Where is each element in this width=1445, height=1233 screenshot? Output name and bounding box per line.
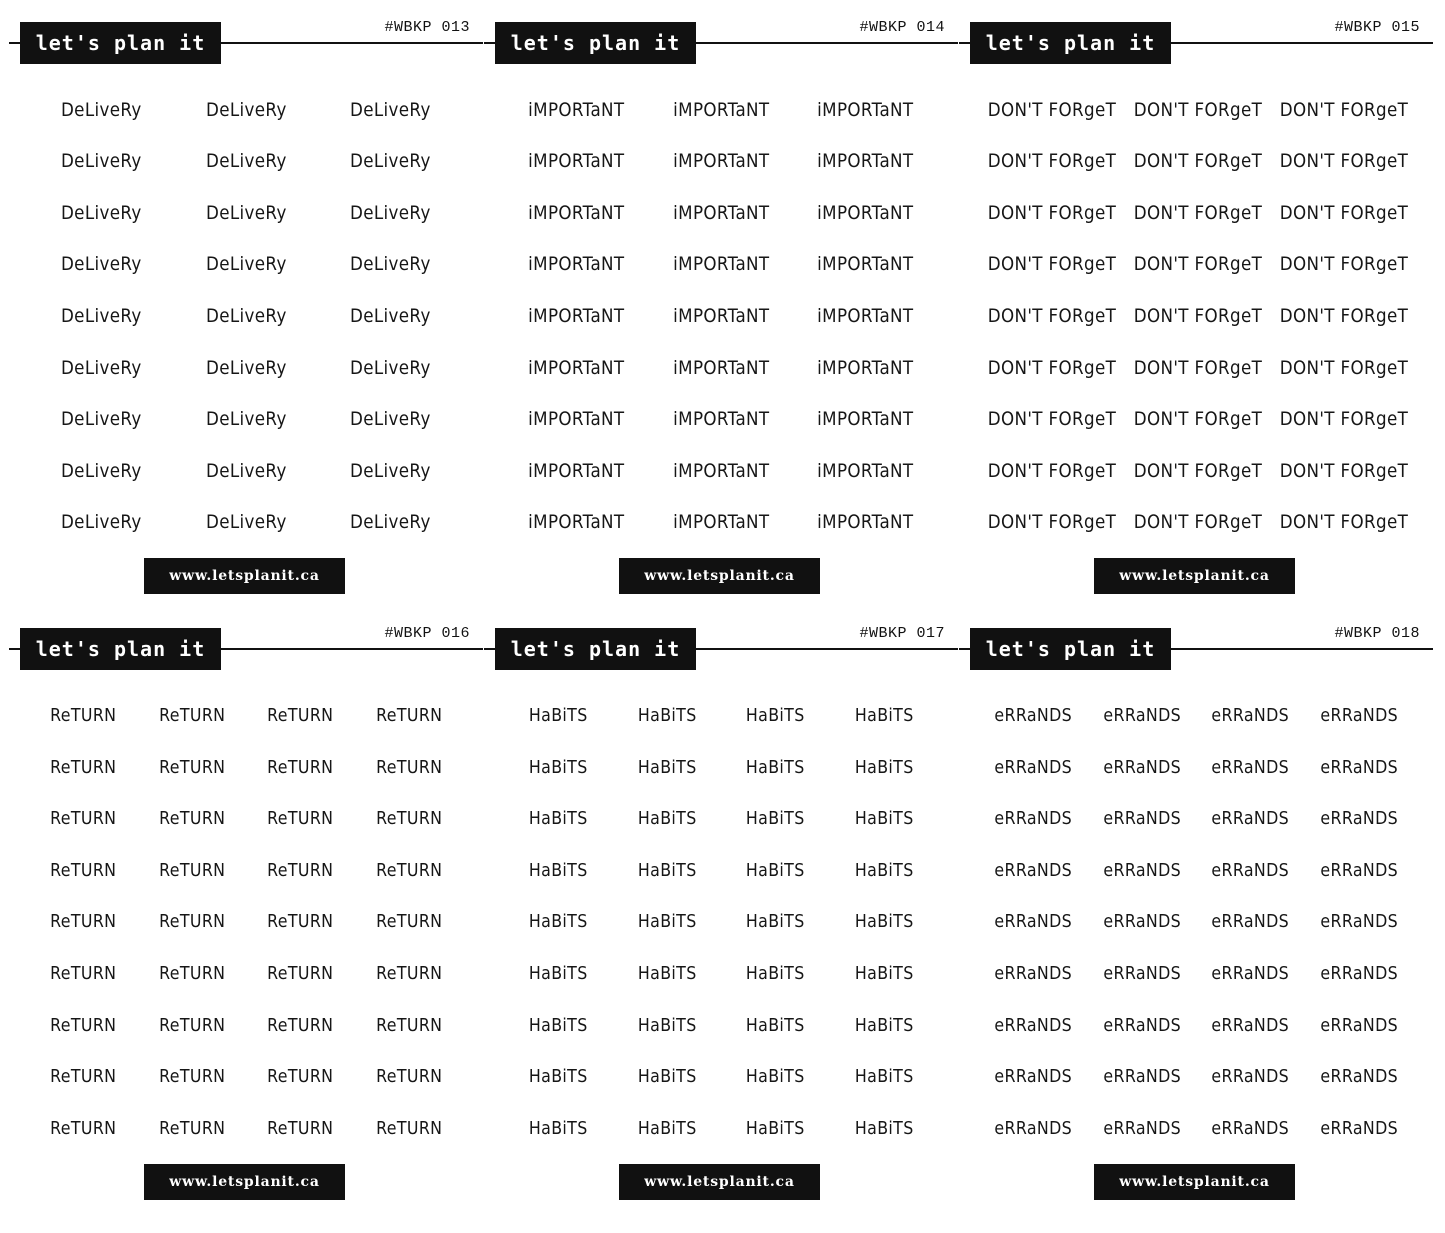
sheet-code: #WBKP 013 bbox=[384, 19, 470, 36]
sticker-word: ReTURN bbox=[158, 911, 225, 933]
sticker-word: DON'T FORgeT bbox=[1279, 459, 1409, 482]
sticker-word: HaBiTS bbox=[854, 859, 914, 881]
sticker-word: HaBiTS bbox=[637, 963, 697, 985]
sticker-word: ReTURN bbox=[375, 911, 442, 933]
sticker-word: eRRaNDS bbox=[1211, 1066, 1290, 1088]
sticker-sheet-015 bbox=[959, 0, 1433, 600]
sticker-word: HaBiTS bbox=[854, 963, 914, 985]
sticker-word: DON'T FORgeT bbox=[1133, 201, 1263, 224]
sticker-word: DON'T FORgeT bbox=[1279, 98, 1409, 121]
sticker-word: ReTURN bbox=[50, 963, 117, 985]
sticker-word: iMPORTaNT bbox=[672, 98, 770, 121]
brand-label: let's plan it bbox=[495, 22, 696, 64]
sticker-word: HaBiTS bbox=[637, 808, 697, 830]
sticker-word: ReTURN bbox=[50, 1066, 117, 1088]
sticker-word: DeLiveRy bbox=[350, 459, 432, 482]
sticker-word: ReTURN bbox=[158, 808, 225, 830]
sticker-word: DeLiveRy bbox=[350, 253, 432, 276]
sticker-word: iMPORTaNT bbox=[817, 408, 914, 431]
sticker-sheet-017 bbox=[484, 606, 958, 1206]
sticker-grid bbox=[29, 690, 463, 1154]
sticker-word: iMPORTaNT bbox=[672, 304, 770, 327]
sticker-word: HaBiTS bbox=[528, 756, 588, 778]
sticker-word: DeLiveRy bbox=[350, 304, 432, 327]
sticker-word: ReTURN bbox=[50, 1014, 117, 1036]
sticker-word: HaBiTS bbox=[528, 1117, 588, 1139]
sticker-word: eRRaNDS bbox=[994, 1014, 1073, 1036]
sticker-word: DeLiveRy bbox=[60, 98, 142, 121]
sticker-word: eRRaNDS bbox=[1102, 859, 1181, 881]
website-label: www.letsplanit.ca bbox=[1094, 1164, 1295, 1200]
sticker-word: DeLiveRy bbox=[205, 304, 287, 327]
sticker-word: HaBiTS bbox=[745, 911, 805, 933]
sticker-word: eRRaNDS bbox=[1102, 756, 1181, 778]
sticker-word: iMPORTaNT bbox=[672, 408, 770, 431]
sticker-word: HaBiTS bbox=[528, 1014, 588, 1036]
sticker-word: DeLiveRy bbox=[350, 98, 432, 121]
sticker-word: DeLiveRy bbox=[350, 511, 432, 534]
sticker-word: iMPORTaNT bbox=[528, 356, 625, 379]
sticker-word: DON'T FORgeT bbox=[1133, 253, 1263, 276]
sticker-word: ReTURN bbox=[267, 859, 334, 881]
brand-label: let's plan it bbox=[20, 628, 221, 670]
sticker-word: eRRaNDS bbox=[1211, 1117, 1290, 1139]
sticker-word: ReTURN bbox=[158, 1066, 225, 1088]
sticker-word: eRRaNDS bbox=[994, 1066, 1073, 1088]
sticker-word: eRRaNDS bbox=[1319, 1117, 1398, 1139]
sticker-word: iMPORTaNT bbox=[528, 511, 625, 534]
sticker-word: iMPORTaNT bbox=[528, 304, 625, 327]
sticker-word: HaBiTS bbox=[528, 705, 588, 727]
sticker-grid bbox=[979, 690, 1413, 1154]
sticker-word: eRRaNDS bbox=[1211, 911, 1290, 933]
sticker-word: ReTURN bbox=[267, 963, 334, 985]
sticker-word: DON'T FORgeT bbox=[987, 459, 1117, 482]
sticker-word: eRRaNDS bbox=[1211, 963, 1290, 985]
sticker-word: DON'T FORgeT bbox=[987, 98, 1117, 121]
sticker-word: DeLiveRy bbox=[350, 356, 432, 379]
sticker-word: DON'T FORgeT bbox=[1279, 408, 1409, 431]
sticker-grid bbox=[504, 690, 938, 1154]
brand-label: let's plan it bbox=[970, 628, 1171, 670]
sticker-word: DON'T FORgeT bbox=[1133, 356, 1263, 379]
sticker-word: DON'T FORgeT bbox=[987, 201, 1117, 224]
sticker-word: ReTURN bbox=[375, 756, 442, 778]
sticker-word: iMPORTaNT bbox=[672, 201, 770, 224]
sticker-word: DeLiveRy bbox=[205, 459, 287, 482]
sticker-word: DON'T FORgeT bbox=[1279, 304, 1409, 327]
sticker-word: ReTURN bbox=[375, 808, 442, 830]
sticker-word: ReTURN bbox=[267, 911, 334, 933]
sticker-word: iMPORTaNT bbox=[672, 459, 770, 482]
sheet-code: #WBKP 015 bbox=[1334, 19, 1420, 36]
sticker-word: DON'T FORgeT bbox=[1133, 150, 1263, 173]
sticker-word: ReTURN bbox=[50, 911, 117, 933]
sticker-sheet-018 bbox=[959, 606, 1433, 1206]
sticker-word: ReTURN bbox=[267, 808, 334, 830]
sticker-word: ReTURN bbox=[375, 963, 442, 985]
sticker-word: DON'T FORgeT bbox=[1279, 253, 1409, 276]
sticker-word: iMPORTaNT bbox=[672, 253, 770, 276]
sticker-word: eRRaNDS bbox=[994, 1117, 1073, 1139]
sheet-code: #WBKP 016 bbox=[384, 625, 470, 642]
sticker-word: ReTURN bbox=[375, 705, 442, 727]
sticker-word: HaBiTS bbox=[745, 705, 805, 727]
sticker-word: eRRaNDS bbox=[1211, 705, 1290, 727]
sticker-word: HaBiTS bbox=[637, 1117, 697, 1139]
sticker-word: DeLiveRy bbox=[60, 201, 142, 224]
sticker-word: eRRaNDS bbox=[1102, 963, 1181, 985]
sticker-word: DeLiveRy bbox=[60, 408, 142, 431]
sticker-word: iMPORTaNT bbox=[528, 408, 625, 431]
sticker-word: iMPORTaNT bbox=[817, 511, 914, 534]
sticker-word: ReTURN bbox=[50, 705, 117, 727]
sheet-code: #WBKP 014 bbox=[859, 19, 945, 36]
brand-label: let's plan it bbox=[970, 22, 1171, 64]
sticker-word: eRRaNDS bbox=[994, 963, 1073, 985]
sticker-word: eRRaNDS bbox=[994, 859, 1073, 881]
sticker-word: ReTURN bbox=[267, 756, 334, 778]
sticker-word: iMPORTaNT bbox=[528, 459, 625, 482]
sticker-word: iMPORTaNT bbox=[817, 201, 914, 224]
sticker-word: ReTURN bbox=[158, 963, 225, 985]
sticker-word: eRRaNDS bbox=[994, 911, 1073, 933]
sticker-word: eRRaNDS bbox=[1102, 911, 1181, 933]
website-label: www.letsplanit.ca bbox=[144, 1164, 345, 1200]
sticker-word: HaBiTS bbox=[745, 1066, 805, 1088]
sticker-word: DON'T FORgeT bbox=[1133, 511, 1263, 534]
sticker-word: HaBiTS bbox=[745, 963, 805, 985]
sticker-word: DeLiveRy bbox=[350, 150, 432, 173]
sticker-word: DeLiveRy bbox=[350, 201, 432, 224]
sticker-word: ReTURN bbox=[267, 1066, 334, 1088]
sticker-word: ReTURN bbox=[158, 1117, 225, 1139]
sticker-word: HaBiTS bbox=[854, 808, 914, 830]
sticker-word: iMPORTaNT bbox=[817, 304, 914, 327]
sticker-word: HaBiTS bbox=[854, 1066, 914, 1088]
sticker-word: DeLiveRy bbox=[205, 201, 287, 224]
sticker-word: iMPORTaNT bbox=[817, 459, 914, 482]
sticker-word: eRRaNDS bbox=[1211, 1014, 1290, 1036]
sticker-word: HaBiTS bbox=[637, 911, 697, 933]
sticker-word: DeLiveRy bbox=[60, 511, 142, 534]
sticker-word: DeLiveRy bbox=[60, 356, 142, 379]
brand-label: let's plan it bbox=[495, 628, 696, 670]
sticker-word: HaBiTS bbox=[745, 808, 805, 830]
sticker-word: iMPORTaNT bbox=[528, 201, 625, 224]
sticker-word: HaBiTS bbox=[854, 911, 914, 933]
sticker-word: ReTURN bbox=[267, 705, 334, 727]
sticker-word: eRRaNDS bbox=[1102, 808, 1181, 830]
sticker-word: eRRaNDS bbox=[1319, 756, 1398, 778]
sticker-word: ReTURN bbox=[158, 756, 225, 778]
sticker-word: HaBiTS bbox=[637, 705, 697, 727]
sticker-word: DON'T FORgeT bbox=[1279, 356, 1409, 379]
sticker-word: eRRaNDS bbox=[994, 808, 1073, 830]
sticker-word: HaBiTS bbox=[854, 1014, 914, 1036]
sticker-word: eRRaNDS bbox=[1211, 756, 1290, 778]
sticker-word: DeLiveRy bbox=[60, 459, 142, 482]
sticker-word: DON'T FORgeT bbox=[1279, 201, 1409, 224]
sticker-word: iMPORTaNT bbox=[817, 98, 914, 121]
sticker-word: DON'T FORgeT bbox=[987, 511, 1117, 534]
sticker-word: ReTURN bbox=[375, 1117, 442, 1139]
sticker-sheet-016 bbox=[9, 606, 483, 1206]
sticker-word: DeLiveRy bbox=[205, 511, 287, 534]
sticker-word: iMPORTaNT bbox=[817, 150, 914, 173]
sticker-word: eRRaNDS bbox=[1319, 1014, 1398, 1036]
sticker-word: ReTURN bbox=[375, 1014, 442, 1036]
sticker-word: HaBiTS bbox=[637, 859, 697, 881]
sticker-word: DeLiveRy bbox=[60, 253, 142, 276]
sticker-word: HaBiTS bbox=[528, 808, 588, 830]
sticker-sheet-014 bbox=[484, 0, 958, 600]
sticker-word: HaBiTS bbox=[528, 859, 588, 881]
sticker-word: iMPORTaNT bbox=[672, 511, 770, 534]
sticker-word: DeLiveRy bbox=[205, 98, 287, 121]
sticker-word: eRRaNDS bbox=[1319, 808, 1398, 830]
sticker-word: eRRaNDS bbox=[1319, 911, 1398, 933]
sticker-word: HaBiTS bbox=[637, 1014, 697, 1036]
sticker-word: HaBiTS bbox=[637, 1066, 697, 1088]
sticker-word: iMPORTaNT bbox=[672, 150, 770, 173]
sticker-word: DeLiveRy bbox=[205, 150, 287, 173]
sticker-word: ReTURN bbox=[375, 859, 442, 881]
sticker-word: ReTURN bbox=[267, 1014, 334, 1036]
sticker-word: DON'T FORgeT bbox=[1133, 408, 1263, 431]
sticker-sheet-013 bbox=[9, 0, 483, 600]
sticker-word: DON'T FORgeT bbox=[1279, 511, 1409, 534]
sticker-word: ReTURN bbox=[50, 808, 117, 830]
sticker-word: HaBiTS bbox=[745, 859, 805, 881]
sticker-grid bbox=[504, 84, 938, 548]
sticker-word: ReTURN bbox=[50, 756, 117, 778]
sticker-word: eRRaNDS bbox=[1319, 1066, 1398, 1088]
sticker-word: ReTURN bbox=[267, 1117, 334, 1139]
website-label: www.letsplanit.ca bbox=[1094, 558, 1295, 594]
sticker-word: eRRaNDS bbox=[1319, 963, 1398, 985]
sticker-word: iMPORTaNT bbox=[528, 253, 625, 276]
brand-label: let's plan it bbox=[20, 22, 221, 64]
sticker-word: eRRaNDS bbox=[1319, 705, 1398, 727]
sticker-word: eRRaNDS bbox=[1102, 1014, 1181, 1036]
sticker-word: iMPORTaNT bbox=[817, 356, 914, 379]
sticker-word: eRRaNDS bbox=[1102, 1117, 1181, 1139]
sticker-word: DeLiveRy bbox=[205, 356, 287, 379]
sticker-word: eRRaNDS bbox=[994, 756, 1073, 778]
sticker-word: DON'T FORgeT bbox=[1133, 304, 1263, 327]
sticker-word: iMPORTaNT bbox=[528, 150, 625, 173]
sticker-word: eRRaNDS bbox=[1102, 1066, 1181, 1088]
sticker-word: HaBiTS bbox=[745, 1014, 805, 1036]
sticker-word: HaBiTS bbox=[528, 963, 588, 985]
sticker-word: eRRaNDS bbox=[994, 705, 1073, 727]
sticker-word: eRRaNDS bbox=[1211, 808, 1290, 830]
sticker-word: DeLiveRy bbox=[205, 408, 287, 431]
sticker-word: HaBiTS bbox=[745, 756, 805, 778]
sticker-word: DON'T FORgeT bbox=[987, 253, 1117, 276]
sheet-code: #WBKP 018 bbox=[1334, 625, 1420, 642]
sticker-word: HaBiTS bbox=[854, 705, 914, 727]
sticker-word: DON'T FORgeT bbox=[987, 304, 1117, 327]
sticker-word: ReTURN bbox=[50, 859, 117, 881]
sticker-word: iMPORTaNT bbox=[817, 253, 914, 276]
sticker-grid bbox=[979, 84, 1413, 548]
sticker-word: ReTURN bbox=[158, 1014, 225, 1036]
sticker-word: DeLiveRy bbox=[60, 304, 142, 327]
website-label: www.letsplanit.ca bbox=[144, 558, 345, 594]
sticker-word: iMPORTaNT bbox=[528, 98, 625, 121]
sticker-word: ReTURN bbox=[158, 859, 225, 881]
sticker-word: ReTURN bbox=[375, 1066, 442, 1088]
sticker-word: DON'T FORgeT bbox=[1133, 459, 1263, 482]
sticker-word: iMPORTaNT bbox=[672, 356, 770, 379]
website-label: www.letsplanit.ca bbox=[619, 1164, 820, 1200]
sticker-word: eRRaNDS bbox=[1102, 705, 1181, 727]
sticker-word: DON'T FORgeT bbox=[1279, 150, 1409, 173]
sticker-word: DeLiveRy bbox=[60, 150, 142, 173]
sticker-word: HaBiTS bbox=[745, 1117, 805, 1139]
sticker-word: eRRaNDS bbox=[1211, 859, 1290, 881]
sticker-word: DON'T FORgeT bbox=[987, 150, 1117, 173]
sticker-word: eRRaNDS bbox=[1319, 859, 1398, 881]
sticker-word: DON'T FORgeT bbox=[1133, 98, 1263, 121]
sticker-word: DeLiveRy bbox=[350, 408, 432, 431]
website-label: www.letsplanit.ca bbox=[619, 558, 820, 594]
sticker-word: HaBiTS bbox=[854, 756, 914, 778]
sticker-word: HaBiTS bbox=[637, 756, 697, 778]
sticker-word: DON'T FORgeT bbox=[987, 356, 1117, 379]
sticker-grid bbox=[29, 84, 463, 548]
sticker-word: ReTURN bbox=[50, 1117, 117, 1139]
sticker-word: HaBiTS bbox=[528, 1066, 588, 1088]
sticker-word: ReTURN bbox=[158, 705, 225, 727]
sticker-word: HaBiTS bbox=[854, 1117, 914, 1139]
sheet-code: #WBKP 017 bbox=[859, 625, 945, 642]
sticker-word: DeLiveRy bbox=[205, 253, 287, 276]
sticker-word: HaBiTS bbox=[528, 911, 588, 933]
sticker-word: DON'T FORgeT bbox=[987, 408, 1117, 431]
